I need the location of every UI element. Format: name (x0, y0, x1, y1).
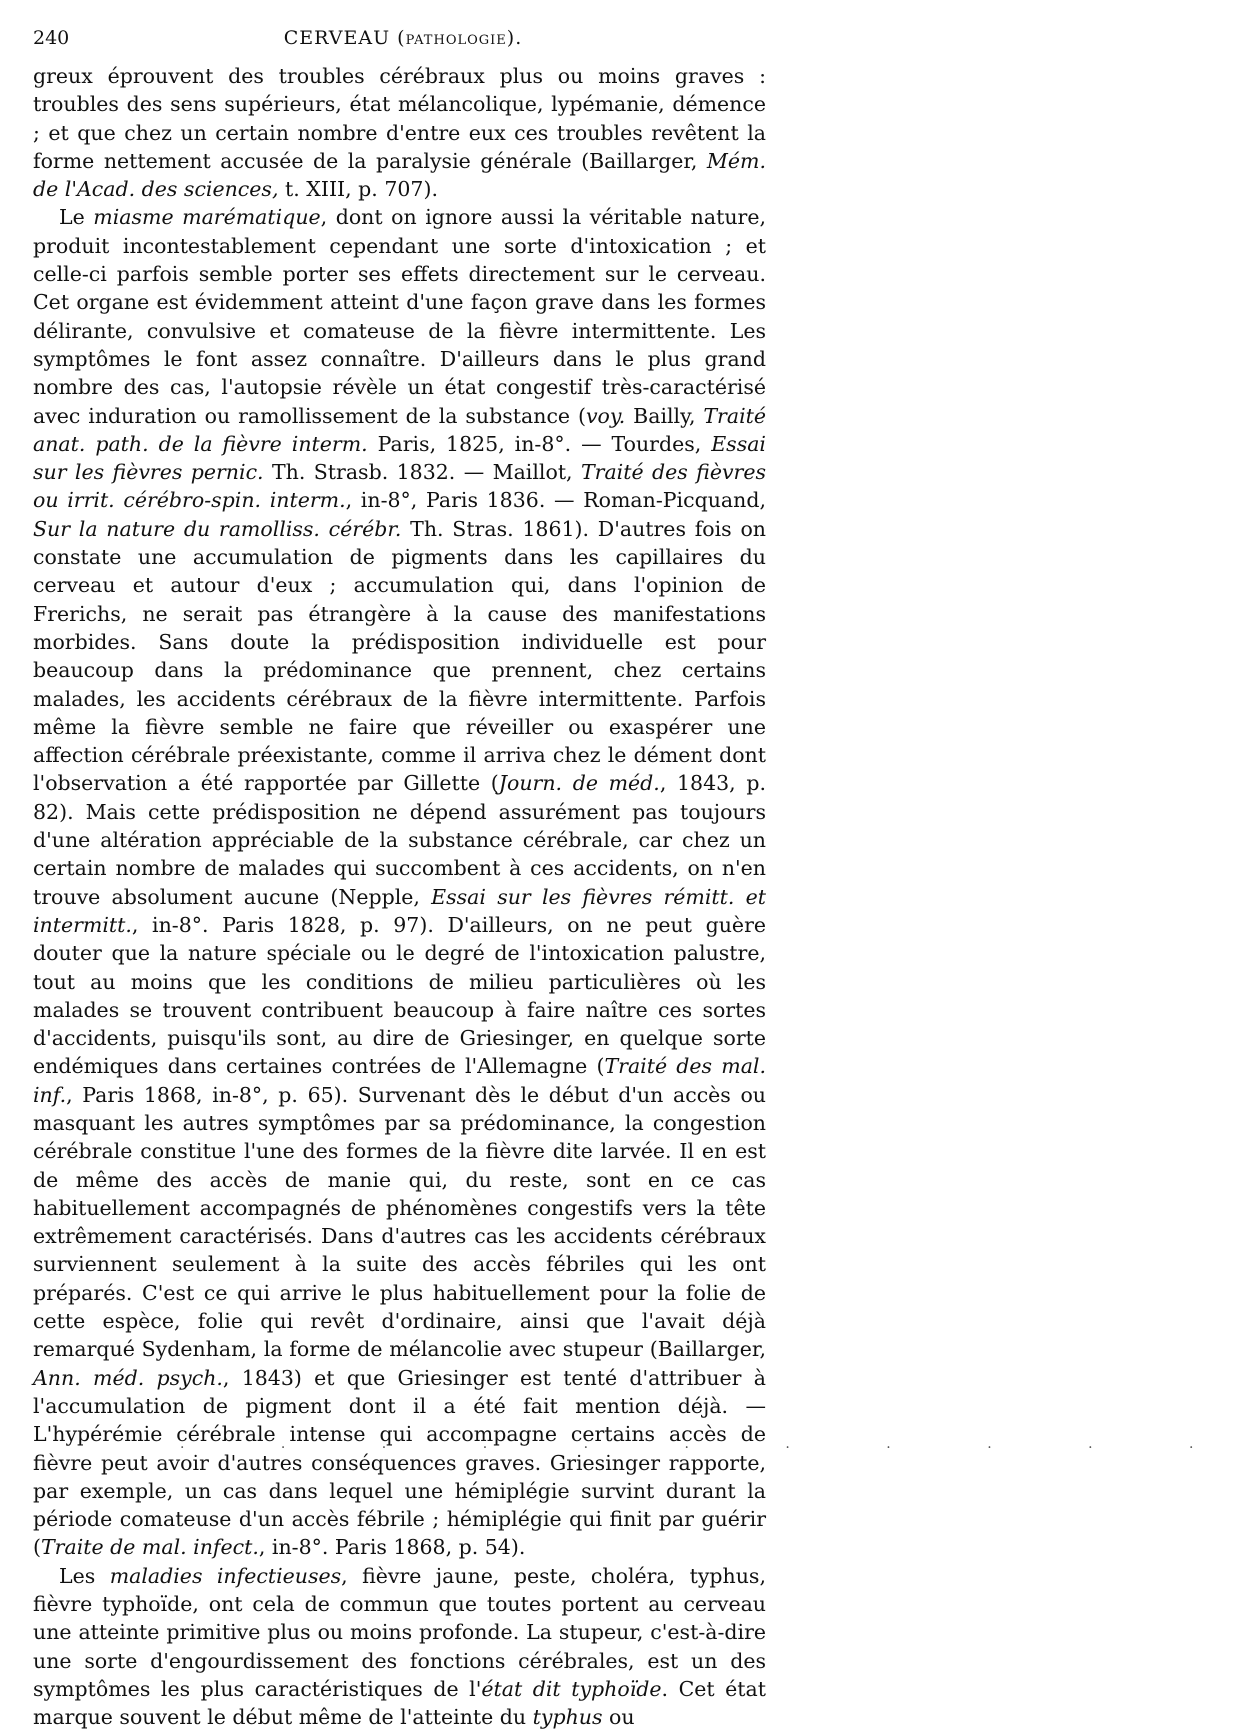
italic-text-run: maladies infectieuses (109, 1563, 342, 1588)
italic-text-run: Sur la nature du ramolliss. cérébr. (33, 516, 402, 541)
italic-text-run: Essai sur les fièvres pernic. (33, 431, 766, 485)
italic-text-run: Ann. méd. psych. (33, 1365, 223, 1390)
italic-text-run: Traite de mal. infect. (41, 1535, 259, 1560)
text-run: , 1843) et que Griesinger est tenté d'attribuer à l'accumulation de pigment dont il a été fait mention déjà. — L'hypérémie cérébrale intense qui accompagne certains accès de fièvre peut avoir d'autres conséquences graves. Griesinger rapporte, par exemple, un cas dans lequel une hémiplégie survint durant la période comateuse d'un accès fébrile ; hémiplégie qui finit par guérir ( (33, 1365, 766, 1560)
running-title-main: CERVEAU ( (283, 27, 406, 49)
paragraph-p1 (33, 62, 766, 203)
text-run: , in-8°. Paris 1828, p. 97). D'ailleurs, on ne peut guère douter que la nature spéciale ou le degré de l'intoxication palustre, tout au moins que les conditions de milieu particulières où les malades se trouvent contribuent beaucoup à faire naître ces sortes d'accidents, puisqu'ils sont, au dire de Griesinger, en quelque sorte endémiques dans certaines contrées de l'Allemagne ( (33, 912, 766, 1079)
page-number: 240 (33, 27, 70, 49)
italic-text-run: typhus (532, 1705, 603, 1730)
text-run: , fièvre jaune, peste, choléra, typhus, fièvre typhoïde, ont cela de commun que toutes portent au cerveau une atteinte primitive plus ou moins profonde. La stupeur, c'est-à-dire une sorte d'engourdissement des fonctions cérébrales, est un des symptômes les plus caractéristiques de l' (33, 1563, 766, 1701)
text-run: Les (59, 1563, 110, 1588)
italic-text-run: état dit typhoïde (481, 1676, 662, 1701)
text-run: t. XIII, p. 707). (278, 177, 438, 202)
text-run: , in-8°. Paris 1868, p. 54). (258, 1535, 526, 1560)
running-header (33, 27, 773, 57)
text-run: Paris, 1825, in-8°. — Tourdes, (367, 431, 712, 456)
running-title (33, 27, 773, 49)
italic-text-run: Journ. de méd. (498, 771, 660, 796)
text-run: , dont on ignore aussi la véritable nature, produit incontestablement cependant une sorte d'intoxication ; et celle-ci parfois semble porter ses effets directement sur le cerveau. Cet organe est évidemment atteint d'une façon grave dans les formes délirante, convulsive et comateuse de la fièvre intermittente. Les symptômes le font assez connaître. D'ailleurs dans le plus grand nombre des cas, l'autopsie révèle un état congestif très-caractérisé avec induration ou ramollissement de la substance ( (33, 205, 766, 428)
text-run: Bailly, (625, 403, 704, 428)
italic-text-run: Traité des mal. inf. (33, 1054, 766, 1107)
paragraph-p2 (33, 203, 1239, 1561)
running-title-end: ). (506, 27, 523, 49)
italic-text-run: Traité des fièvres ou irrit. cérébro-spin. interm. (33, 460, 766, 513)
text-run: greux éprouvent des troubles cérébraux plus ou moins graves : troubles des sens supérieurs, état mélancolique, lypémanie, démence ; et que chez un certain nombre d'entre eux ces troubles revêtent la forme nettement accusée de la paralysie générale (Baillarger, (33, 64, 766, 173)
italic-text-run: voy. (585, 403, 626, 428)
text-run: . Cet état marque souvent le début même de l'atteinte du (33, 1676, 766, 1730)
italic-text-run: Traité anat. path. de la fièvre interm. (33, 403, 766, 456)
text-run: , in-8°, Paris 1836. — Roman-Picquand, (345, 488, 766, 513)
running-title-subject: PATHOLOGIE (405, 33, 507, 48)
italic-text-run: Mém. de l'Acad. des sciences, (33, 148, 766, 202)
text-run: Th. Strasb. 1832. — Maillot, (263, 460, 581, 485)
text-run: ou (602, 1705, 635, 1730)
text-run: , Paris 1868, in-8°, p. 65). Survenant dès le début d'un accès ou masquant les autres symptômes par sa prédominance, la congestion cérébrale constitue l'une des formes de la fièvre dite larvée. Il en est de même des accès de manie qui, du reste, sont en ce cas habituellement accompagnés de phénomènes congestifs vers la tête extrêmement caractérisés. Dans d'autres cas les accidents cérébraux surviennent seulement à la suite des accès fébriles qui les ont préparés. C'est ce qui arrive le plus habituellement pour la folie de cette espèce, folie qui revêt d'ordinaire, ainsi que l'avait déjà remarqué Sydenham, la forme de mélancolie avec stupeur (Baillarger, (33, 1082, 766, 1362)
italic-text-run: miasme marématique (93, 205, 321, 230)
page-bottom-specks: · · · · · · · · · · · (180, 1440, 1239, 1456)
italic-text-run: Essai sur les fièvres rémitt. et intermitt. (33, 884, 766, 937)
paragraph-p3 (33, 1562, 766, 1732)
text-run: , 1843, p. 82). Mais cette prédisposition ne dépend assurément pas toujours d'une altération appréciable de la substance cérébrale, car chez un certain nombre de malades qui succombent à ces accidents, on n'en trouve absolument aucune (Nepple, (33, 771, 766, 909)
text-run: Le (59, 205, 94, 230)
text-run: Th. Stras. 1861). D'autres fois on constate une accumulation de pigments dans les capillaires du cerveau et autour d'eux ; accumulation qui, dans l'opinion de Frerichs, ne serait pas étrangère à la cause des manifestations morbides. Sans doute la prédisposition individuelle est pour beaucoup dans la prédominance que prennent, chez certains malades, les accidents cérébraux de la fièvre intermittente. Parfois même la fièvre semble ne faire que réveiller ou exaspérer une affection cérébrale préexistante, comme il arriva chez le dément dont l'observation a été rapportée par Gillette ( (33, 516, 766, 796)
body-text (33, 62, 1239, 1732)
